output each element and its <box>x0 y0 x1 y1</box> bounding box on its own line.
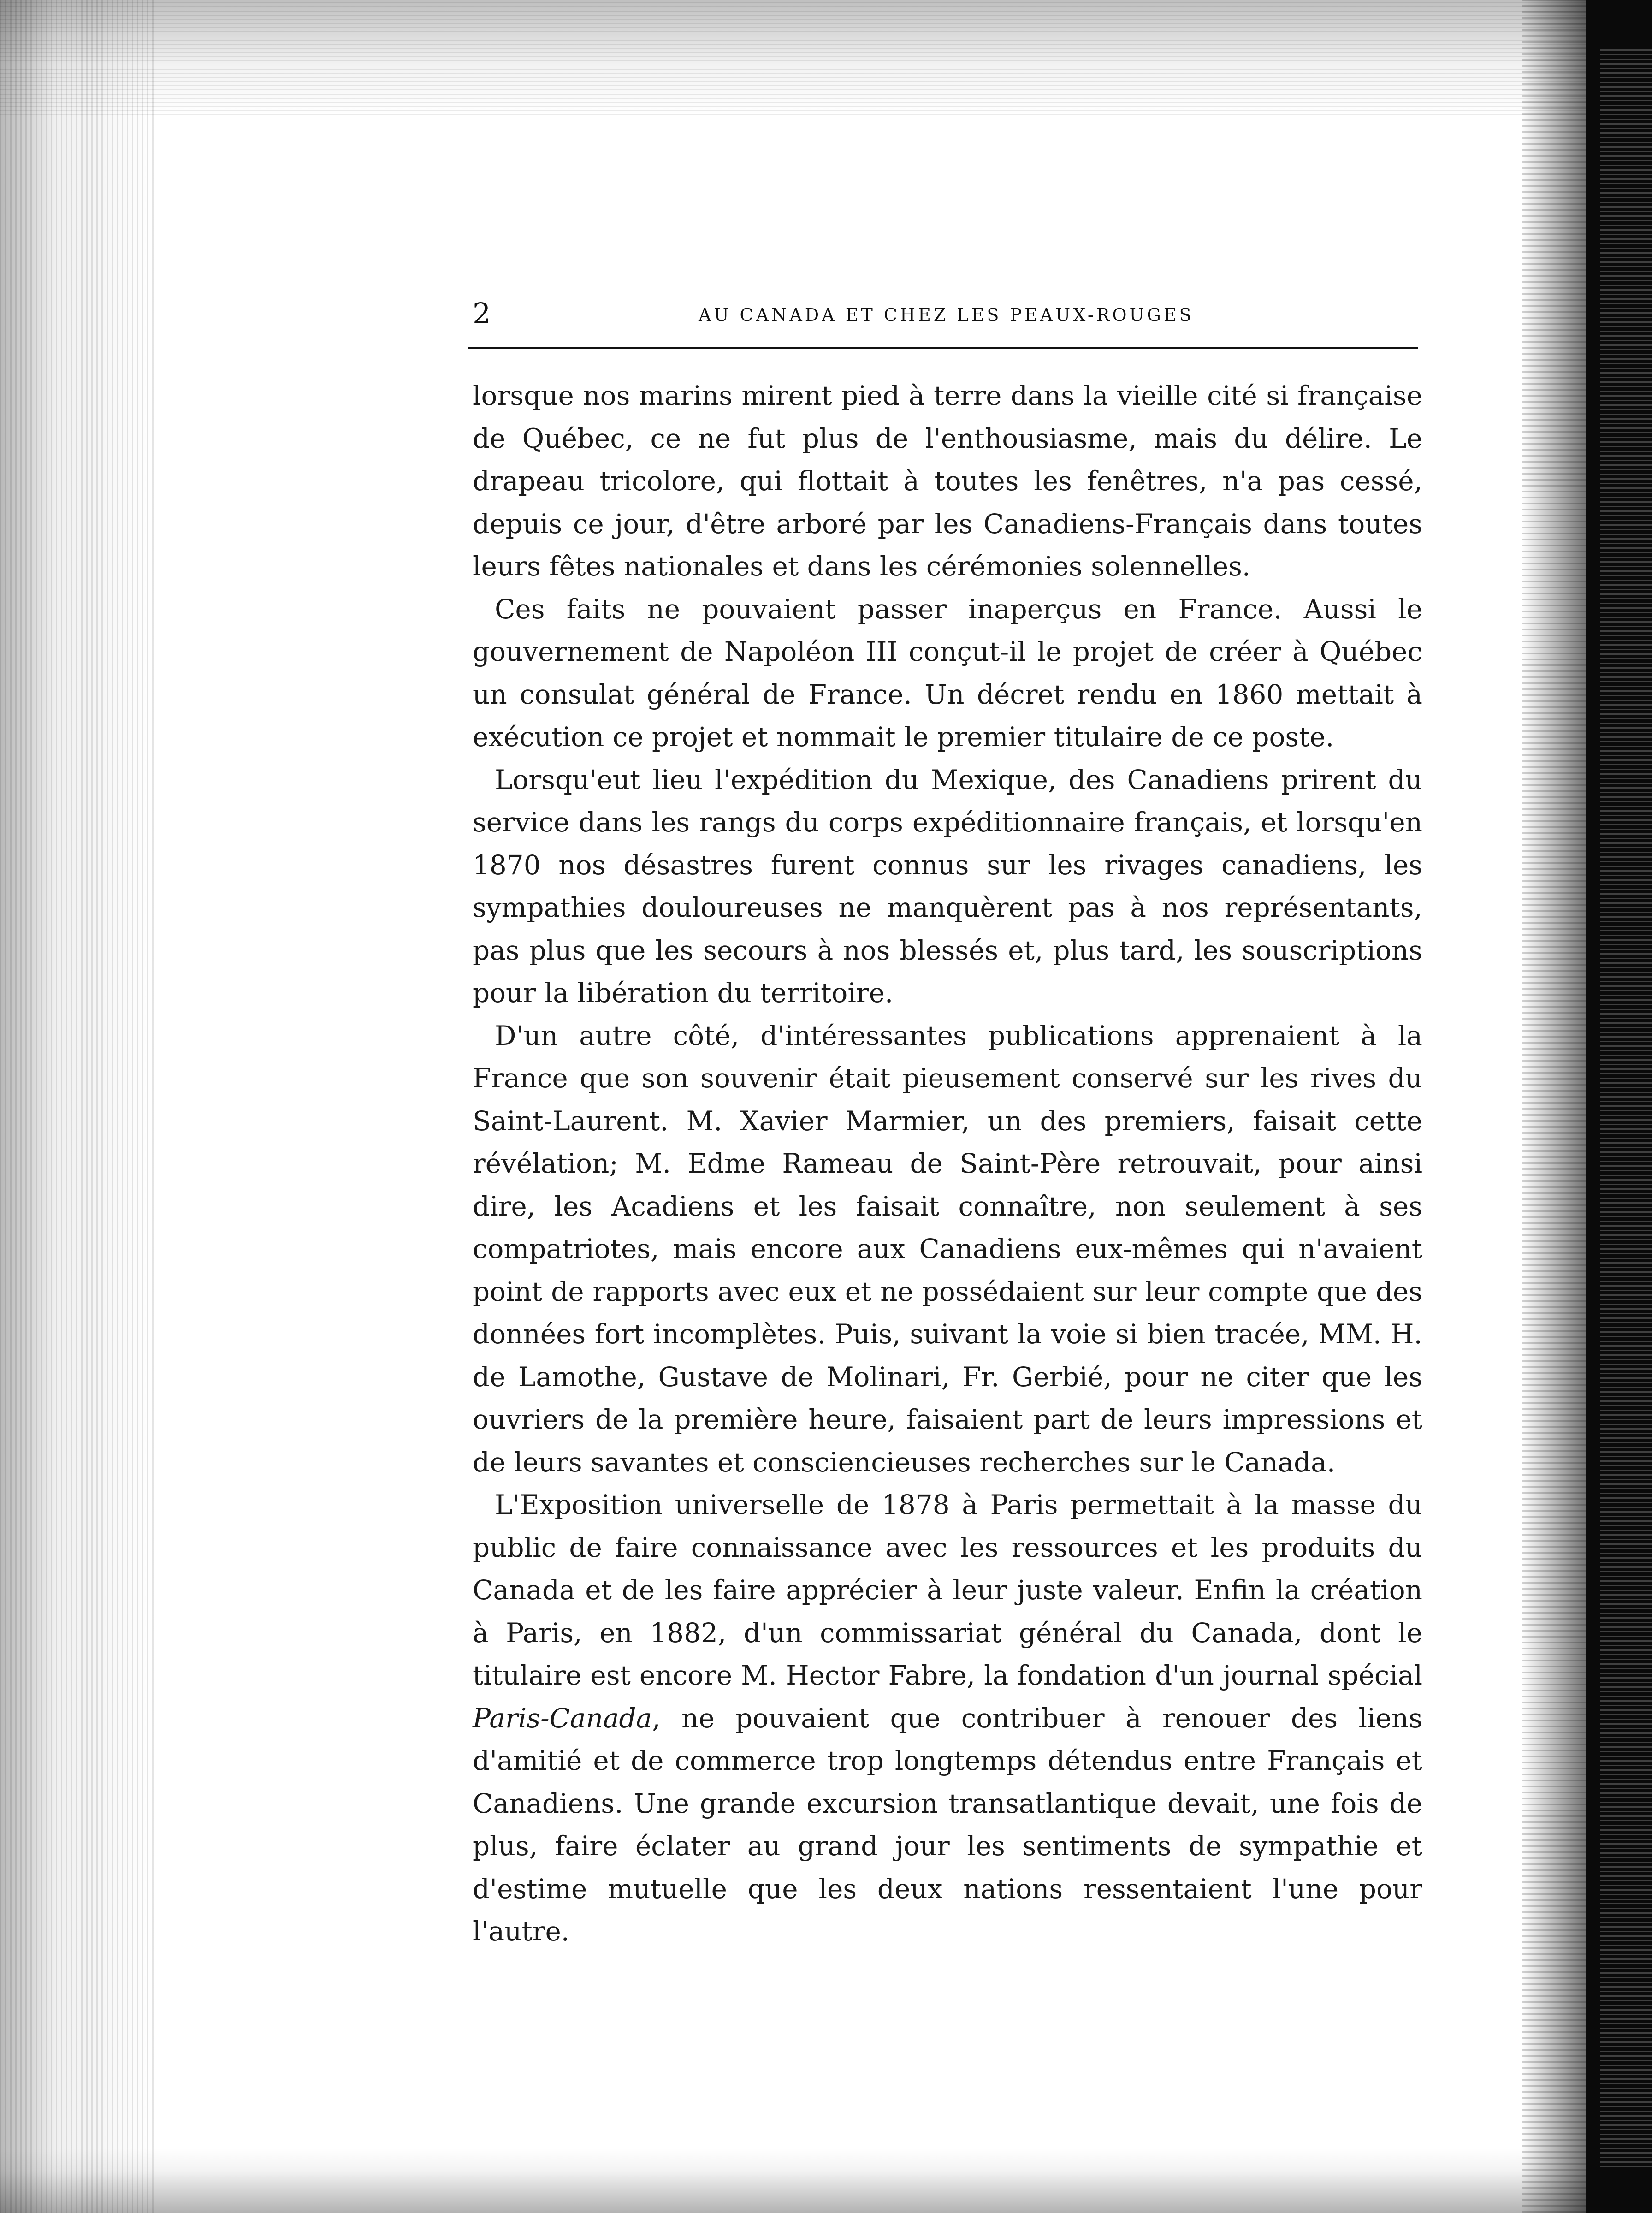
book-gutter-shadow <box>1522 0 1586 2213</box>
page-header <box>468 295 1415 332</box>
running-head: AU CANADA ET CHEZ LES PEAUX-ROUGES <box>699 305 1194 325</box>
scan-noise-right <box>1600 46 1652 2167</box>
paragraph-3: Lorsqu'eut lieu l'expédition du Mexique, des Canadiens prirent du service dans les rangs du corps expéditionnaire français, et lorsqu'en 1870 nos désastres furent connus sur les rivages canadiens, les sympathies douloureuses ne manquèrent pas à nos représentants, pas plus que les secours à nos blessés et, plus tard, les souscriptions pour la libération du territoire. <box>473 764 1422 1009</box>
body-text <box>473 374 1422 1953</box>
paragraph-2: Ces faits ne pouvaient passer inaperçus en France. Aussi le gouvernement de Napoléon III conçut-il le projet de créer à Québec un consulat général de France. Un décret rendu en 1860 mettait à exécution ce projet et nommait le premier titulaire de ce poste. <box>473 593 1422 753</box>
journal-title: Paris-Canada <box>473 1702 652 1734</box>
paragraph-5-text-a: L'Exposition universelle de 1878 à Paris permettait à la masse du public de faire connaissance avec les ressources et les produits du Canada et de les faire apprécier à leur juste valeur. Enfin la création à Paris, en 1882, d'un commissariat général du Canada, dont le titulaire est encore M. Hector Fabre, la fondation d'un journal spécial <box>473 1489 1422 1691</box>
page-number: 2 <box>473 297 491 330</box>
scan-noise-left <box>0 0 157 2213</box>
paragraph-5 <box>473 1483 1422 1953</box>
paragraph-1: lorsque nos marins mirent pied à terre dans la vieille cité si française de Québec, ce ne fut plus de l'enthousiasme, mais du délire. Le drapeau tricolore, qui flottait à toutes les fenêtres, n'a pas cessé, depuis ce jour, d'être arboré par les Canadiens-Français dans toutes leurs fêtes nationales et dans les cérémonies solennelles. <box>473 380 1422 582</box>
paragraph-4: D'un autre côté, d'intéressantes publications apprenaient à la France que son souvenir était pieusement conservé sur les rives du Saint-Laurent. M. Xavier Marmier, un des premiers, faisait cette révélation; M. Edme Rameau de Saint-Père retrouvait, pour ainsi dire, les Acadiens et les faisait connaître, non seulement à ses compatriotes, mais encore aux Canadiens eux-mêmes qui n'avaient point de rapports avec eux et ne possédaient sur leur compte que des données fort incomplètes. Puis, suivant la voie si bien tracée, MM. H. de Lamothe, Gustave de Molinari, Fr. Gerbié, pour ne citer que les ouvriers de la première heure, faisaient part de leurs impressions et de leurs savantes et consciencieuses recherches sur le Canada. <box>473 1020 1422 1478</box>
paragraph-5-text-b: , ne pouvaient que contribuer à renouer des liens d'amitié et de commerce trop longtemps détendus entre Français et Canadiens. Une grande excursion transatlantique devait, une fois de plus, faire éclater au grand jour les sentiments de sympathie et d'estime mutuelle que les deux nations ressentaient l'une pour l'autre. <box>473 1702 1422 1947</box>
scan-noise-top <box>0 0 1586 115</box>
header-rule <box>468 347 1418 349</box>
scan-noise-bottom <box>0 2148 1586 2213</box>
